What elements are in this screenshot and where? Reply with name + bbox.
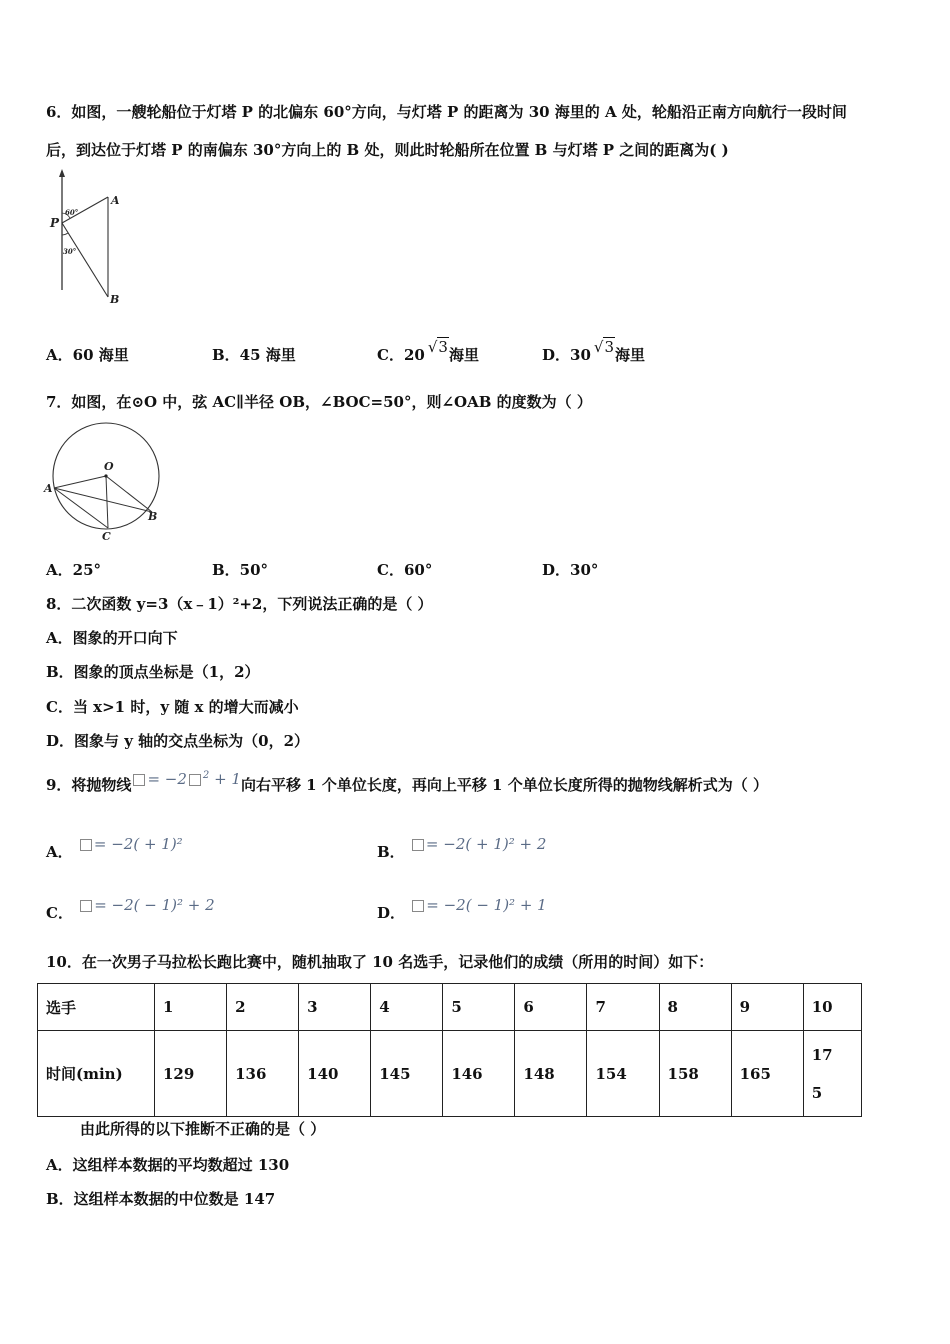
q6-option-c-unit: 海里 [448,346,479,364]
table-row-players [38,984,862,1031]
table-cell: 10 [803,984,861,1031]
table-cell: 136 [227,1031,299,1117]
label-c: C [102,530,111,543]
q9-option-b-formula-text: = −2( + 1)² + 2 [425,835,547,853]
label-b: B [148,510,158,523]
math-placeholder-icon [80,900,92,912]
q6-option-b[interactable]: B．45 海里 [212,346,296,364]
angle-arc-bottom [62,233,68,235]
q6-option-d-unit: 海里 [615,346,646,364]
q6-option-a[interactable]: A．60 海里 [46,346,129,364]
label-a: A [44,482,53,495]
table-cell: 4 [371,984,443,1031]
q6-text-line1: 6．如图，一艘轮船位于灯塔 P 的北偏东 60°方向，与灯塔 P 的距离为 30 海里的 A 处，轮船沿正南方向航行一段时间 [46,103,847,121]
q9-option-a[interactable] [46,835,183,862]
table-cell: 6 [515,984,587,1031]
table-cell: 158 [659,1031,731,1117]
label-o: O [104,460,114,473]
label-b: B [110,293,120,306]
table-cell: 146 [443,1031,515,1117]
table-cell: 145 [371,1031,443,1117]
q9-text-suffix: 向右平移 1 个单位长度，再向上平移 1 个单位长度所得的抛物线解析式为（ ） [240,776,768,794]
q7-option-b[interactable]: B．50° [212,561,269,579]
q7-text: 7．如图，在⊙O 中，弦 AC∥半径 OB，∠BOC=50°，则∠OAB 的度数为（ ） [46,393,592,411]
q10-followup: 由此所得的以下推断不正确的是（ ） [80,1120,326,1138]
q9-option-a-label: A． [46,843,73,861]
q7-option-a[interactable]: A．25° [46,561,102,579]
table-cell: 2 [227,984,299,1031]
table-header-time: 时间(min) [38,1031,155,1117]
q10-option-b[interactable]: B．这组样本数据的中位数是 147 [46,1190,276,1208]
q9-option-b-label: B． [377,843,405,861]
north-arrow [59,169,65,177]
q7-option-c[interactable]: C．60° [377,561,433,579]
q6-option-d-prefix: D．30 [542,346,591,364]
label-angle-60: 60° [65,208,79,217]
q6-option-d[interactable] [542,338,646,365]
q9-text-prefix: 9．将抛物线 [46,776,132,794]
table-cell: 3 [299,984,371,1031]
table-cell: 129 [155,1031,227,1117]
table-cell-wrapped: 175 [811,1045,833,1102]
q9-option-d-formula-text: = −2( − 1)² + 1 [426,896,547,914]
q8-option-b[interactable]: B．图象的顶点坐标是（1，2） [46,663,260,681]
q9-option-d[interactable] [377,896,547,923]
q9-formula: = −2 $^2$ + 1 [131,770,241,788]
q9-option-b-formula [410,835,546,853]
q9-formula-tail: + 1 [214,770,241,788]
q9-option-a-formula [78,835,183,853]
table-header-player: 选手 [38,984,155,1031]
sqrt-radicand: 3 [604,338,614,356]
table-cell: 8 [659,984,731,1031]
table-cell: 7 [587,984,659,1031]
q6-option-c-prefix: C．20 [377,346,425,364]
q8-option-c[interactable]: C．当 x>1 时，y 随 x 的增大而减小 [46,698,299,716]
q9-option-c-label: C． [46,904,73,922]
math-placeholder-icon [133,774,145,786]
label-a: A [111,194,120,207]
table-cell: 140 [299,1031,371,1117]
q8-option-d[interactable]: D．图象与 y 轴的交点坐标为（0，2） [46,732,310,750]
table-cell: 5 [443,984,515,1031]
q9-option-c-formula [78,896,214,914]
table-cell: 154 [587,1031,659,1117]
radius-oa [54,476,106,488]
q10-text: 10．在一次男子马拉松长跑比赛中，随机抽取了 10 名选手，记录他们的成绩（所用的时间）如下： [46,953,714,971]
q7-option-d[interactable]: D．30° [542,561,599,579]
table-cell: 1 [155,984,227,1031]
q9-formula-body: = −2 [147,770,187,788]
math-placeholder-icon [412,900,424,912]
table-row-times [38,1031,862,1117]
label-angle-30: 30° [63,247,77,256]
q6-figure [44,165,134,310]
q8-text: 8．二次函数 y=3（x﹣1）²+2，下列说法正确的是（ ） [46,595,433,613]
math-placeholder-icon [189,774,201,786]
math-placeholder-icon [80,839,92,851]
q7-figure [40,420,170,545]
sqrt-symbol: √3 [593,338,614,356]
center-point [104,474,107,477]
q9-option-b[interactable] [377,835,547,862]
table-cell: 9 [731,984,803,1031]
q10-option-a[interactable]: A．这组样本数据的平均数超过 130 [46,1156,290,1174]
math-placeholder-icon [412,839,424,851]
q9-option-a-formula-text: = −2( + 1)² [93,835,183,853]
radius-oc [106,476,108,528]
table-cell [803,1031,861,1117]
q8-option-a[interactable]: A．图象的开口向下 [46,629,178,647]
q9-option-c[interactable] [46,896,215,923]
label-p: P [50,216,60,230]
q9-text [46,772,768,795]
results-table [37,983,862,1117]
q9-option-c-formula-text: = −2( − 1)² + 2 [94,896,215,914]
table-cell: 165 [731,1031,803,1117]
table-cell: 148 [515,1031,587,1117]
q9-option-d-label: D． [377,904,406,922]
segment-pb [62,223,108,297]
sqrt-radicand: 3 [438,338,448,356]
q6-text-line2: 后，到达位于灯塔 P 的南偏东 30°方向上的 B 处，则此时轮船所在位置 B 与灯塔 P 之间的距离为( ) [46,141,729,159]
sqrt-symbol: √3 [427,338,448,356]
q6-option-c[interactable] [377,338,479,365]
q9-option-d-formula [410,896,546,914]
chord-ac [54,488,108,528]
